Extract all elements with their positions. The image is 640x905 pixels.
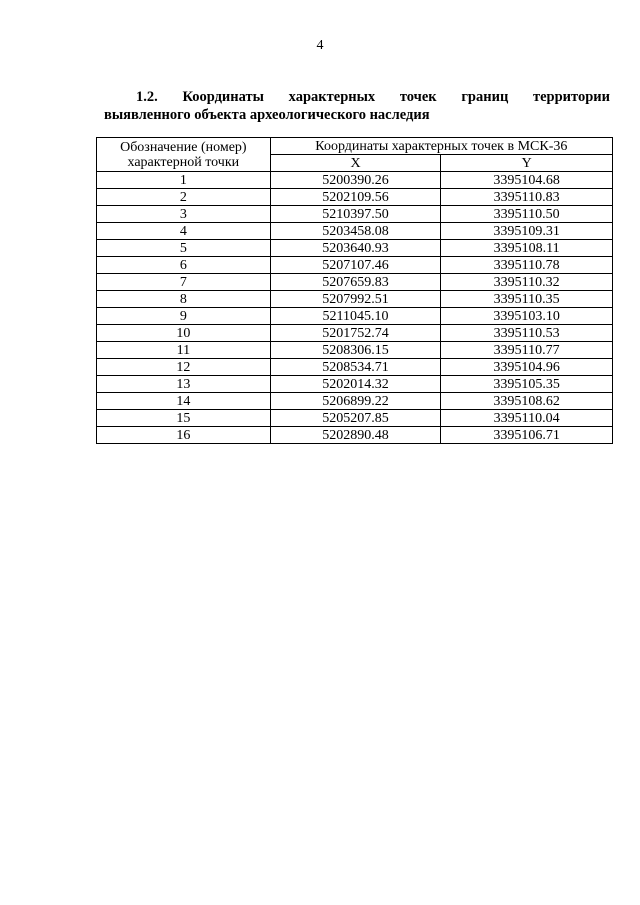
y-coordinate-cell: 3395110.32 <box>441 274 613 291</box>
x-coordinate-cell: 5202014.32 <box>270 376 441 393</box>
table-row <box>97 274 613 291</box>
y-coordinate-cell: 3395104.96 <box>441 359 613 376</box>
x-coordinate-cell: 5210397.50 <box>270 206 441 223</box>
section-number: 1.2. <box>136 89 158 105</box>
point-number-cell: 7 <box>97 274 271 291</box>
table-row <box>97 206 613 223</box>
y-coordinate-cell: 3395110.77 <box>441 342 613 359</box>
y-coordinate-cell: 3395110.35 <box>441 291 613 308</box>
y-coordinate-cell: 3395103.10 <box>441 308 613 325</box>
heading-word: границ <box>461 89 509 105</box>
table-row <box>97 325 613 342</box>
table-row <box>97 410 613 427</box>
table-row <box>97 393 613 410</box>
x-coordinate-cell: 5201752.74 <box>270 325 441 342</box>
x-coordinate-cell: 5207107.46 <box>270 257 441 274</box>
y-coordinate-cell: 3395109.31 <box>441 223 613 240</box>
point-number-cell: 14 <box>97 393 271 410</box>
heading-word: территории <box>533 89 610 105</box>
section-heading-line1 <box>112 88 610 106</box>
point-number-cell: 5 <box>97 240 271 257</box>
table-row <box>97 342 613 359</box>
table-header-row <box>97 138 613 155</box>
table-row <box>97 359 613 376</box>
x-coordinate-cell: 5205207.85 <box>270 410 441 427</box>
x-coordinate-cell: 5211045.10 <box>270 308 441 325</box>
y-coordinate-cell: 3395104.68 <box>441 172 613 189</box>
header-x: X <box>270 155 441 172</box>
x-coordinate-cell: 5202890.48 <box>270 427 441 444</box>
point-number-cell: 8 <box>97 291 271 308</box>
coordinates-table <box>96 137 613 444</box>
point-number-cell: 4 <box>97 223 271 240</box>
section-heading <box>104 88 610 124</box>
point-number-cell: 2 <box>97 189 271 206</box>
x-coordinate-cell: 5203458.08 <box>270 223 441 240</box>
point-number-cell: 10 <box>97 325 271 342</box>
point-number-cell: 6 <box>97 257 271 274</box>
point-number-cell: 9 <box>97 308 271 325</box>
point-number-cell: 11 <box>97 342 271 359</box>
y-coordinate-cell: 3395106.71 <box>441 427 613 444</box>
point-number-cell: 3 <box>97 206 271 223</box>
y-coordinate-cell: 3395105.35 <box>441 376 613 393</box>
header-point-number-line2: характерной точки <box>127 154 240 170</box>
x-coordinate-cell: 5208306.15 <box>270 342 441 359</box>
y-coordinate-cell: 3395110.04 <box>441 410 613 427</box>
section-heading-line2: выявленного объекта археологического наследия <box>104 107 430 123</box>
table-row <box>97 376 613 393</box>
table-row <box>97 257 613 274</box>
table-row <box>97 308 613 325</box>
y-coordinate-cell: 3395110.53 <box>441 325 613 342</box>
table-row <box>97 172 613 189</box>
header-point-number <box>97 138 271 172</box>
header-point-number-line1: Обозначение (номер) <box>120 139 247 155</box>
table-row <box>97 240 613 257</box>
heading-word: Координаты <box>182 89 264 105</box>
point-number-cell: 12 <box>97 359 271 376</box>
page-number: 4 <box>316 38 324 53</box>
y-coordinate-cell: 3395110.78 <box>441 257 613 274</box>
x-coordinate-cell: 5206899.22 <box>270 393 441 410</box>
table-row <box>97 223 613 240</box>
y-coordinate-cell: 3395110.50 <box>441 206 613 223</box>
x-coordinate-cell: 5207992.51 <box>270 291 441 308</box>
table-body <box>97 172 613 444</box>
x-coordinate-cell: 5200390.26 <box>270 172 441 189</box>
x-coordinate-cell: 5207659.83 <box>270 274 441 291</box>
y-coordinate-cell: 3395110.83 <box>441 189 613 206</box>
point-number-cell: 13 <box>97 376 271 393</box>
y-coordinate-cell: 3395108.11 <box>441 240 613 257</box>
header-coordinates-group: Координаты характерных точек в МСК-36 <box>270 138 612 155</box>
point-number-cell: 15 <box>97 410 271 427</box>
x-coordinate-cell: 5203640.93 <box>270 240 441 257</box>
x-coordinate-cell: 5208534.71 <box>270 359 441 376</box>
heading-word: характерных <box>288 89 376 105</box>
table-row <box>97 291 613 308</box>
table-row <box>97 189 613 206</box>
x-coordinate-cell: 5202109.56 <box>270 189 441 206</box>
y-coordinate-cell: 3395108.62 <box>441 393 613 410</box>
point-number-cell: 16 <box>97 427 271 444</box>
table-row <box>97 427 613 444</box>
point-number-cell: 1 <box>97 172 271 189</box>
heading-word: точек <box>399 89 437 105</box>
header-y: Y <box>441 155 613 172</box>
